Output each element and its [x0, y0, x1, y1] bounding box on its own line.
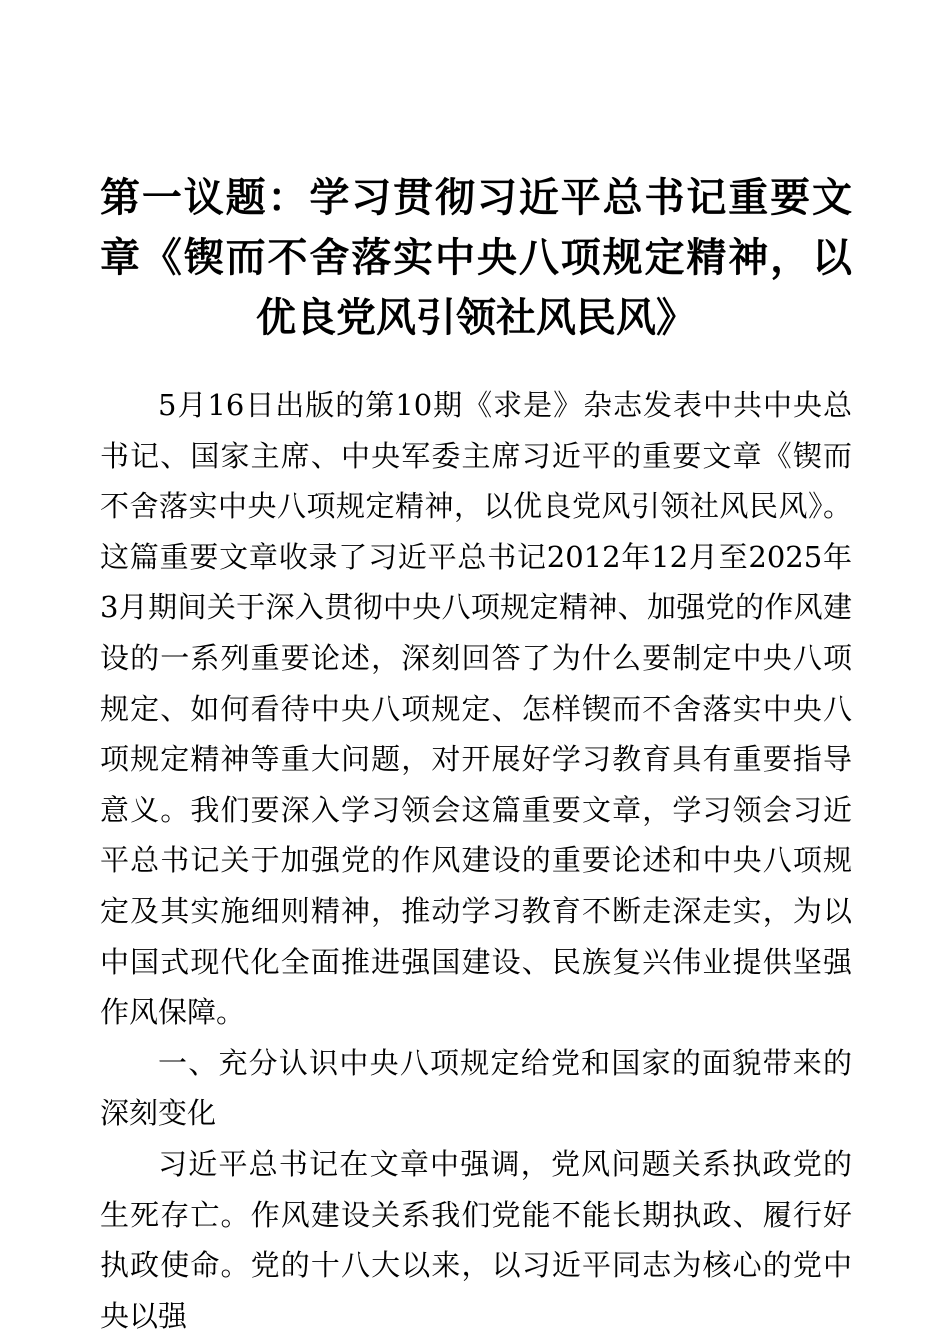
section-heading-1: 一、充分认识中央八项规定给党和国家的面貌带来的深刻变化 — [100, 1045, 852, 1131]
paragraph-intro: 5月16日出版的第10期《求是》杂志发表中共中央总书记、国家主席、中央军委主席习近平的重要文章《锲而不舍落实中央八项规定精神，以优良党风引领社风民风》。这篇重要文章收录了习近平总书记2012年12月至2025年3月期间关于深入贯彻中央八项规定精神、加强党的作风建设的一系列重要论述，深刻回答了为什么要制定中央八项规定、如何看待中央八项规定、怎样锲而不舍落实中央八项规定精神等重大问题，对开展好学习教育具有重要指导意义。我们要深入学习领会这篇重要文章，学习领会习近平总书记关于加强党的作风建设的重要论述和中央八项规定及其实施细则精神，推动学习教育不断走深走实，为以中国式现代化全面推进强国建设、民族复兴伟业提供坚强作风保障。 — [100, 388, 852, 1030]
paragraph-section-1: 习近平总书记在文章中强调，党风问题关系执政党的生死存亡。作风建设关系我们党能不能长期执政、履行好执政使命。党的十八大以来，以习近平同志为核心的党中央以强 — [100, 1146, 852, 1333]
document-body — [100, 380, 852, 1341]
document-title: 第一议题：学习贯彻习近平总书记重要文章《锲而不舍落实中央八项规定精神，以优良党风引领社风民风》 — [100, 174, 852, 341]
